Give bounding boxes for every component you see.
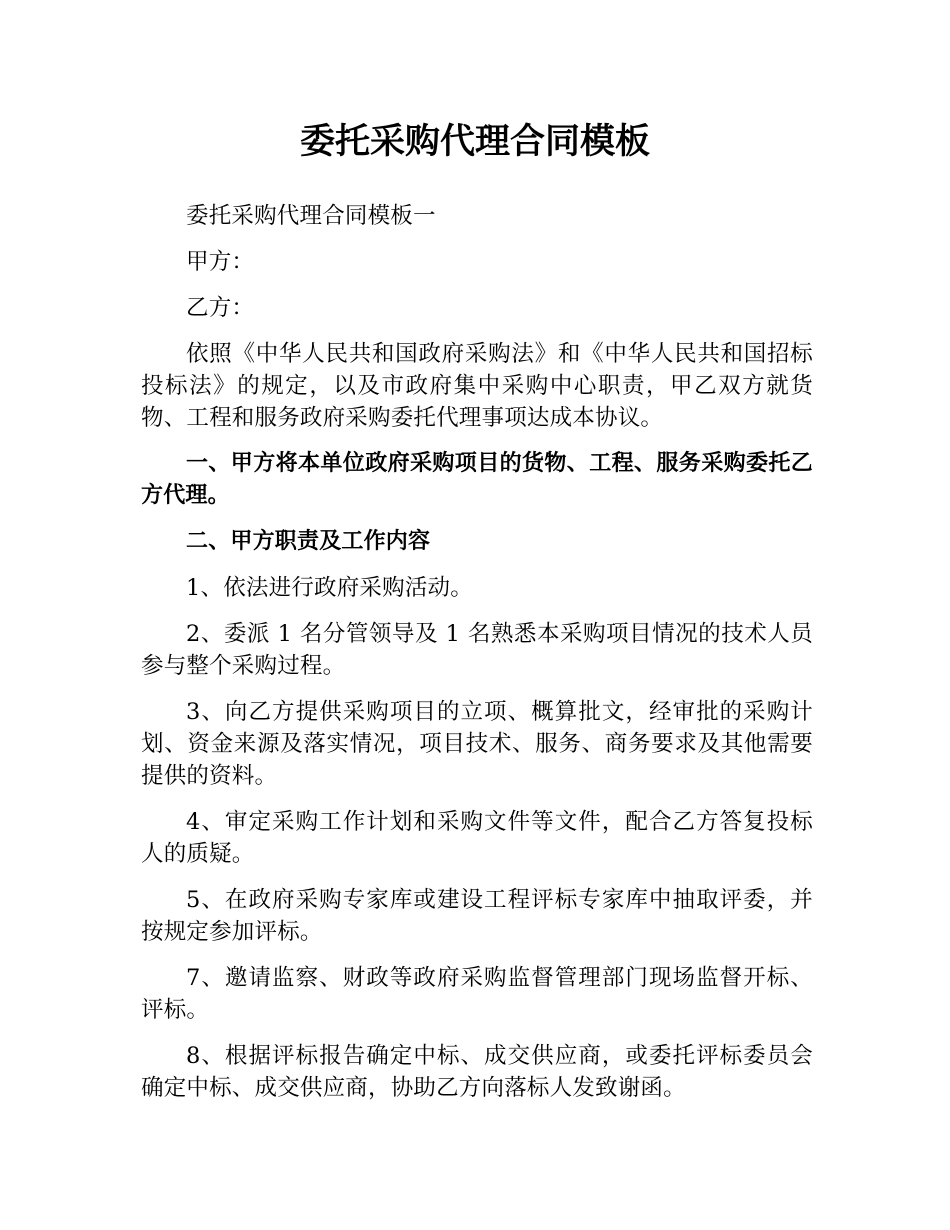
clause-item-2: 2、委派 1 名分管领导及 1 名熟悉本采购项目情况的技术人员参与整个采购过程。: [141, 621, 813, 679]
paragraph-party-a: 甲方：: [186, 249, 255, 275]
section-heading-1: 一、甲方将本单位政府采购项目的货物、工程、服务采购委托乙方代理。: [141, 451, 813, 508]
clause-item-1: 1、依法进行政府采购活动。: [186, 575, 473, 601]
paragraph-party-b: 乙方：: [186, 295, 255, 321]
clause-item-7: 7、邀请监察、财政等政府采购监督管理部门现场监督开标、评标。: [141, 965, 813, 1023]
clause-item-3: 3、向乙方提供采购项目的立项、概算批文，经审批的采购计划、资金来源及落实情况，项目技术、服务、商务要求及其他需要提供的资料。: [141, 699, 813, 789]
document-title: 委托采购代理合同模板: [299, 122, 650, 162]
document-body: [141, 200, 813, 1118]
clause-item-5: 5、在政府采购专家库或建设工程评标专家库中抽取评委，并按规定参加评标。: [141, 887, 813, 945]
clause-item-8: 8、根据评标报告确定中标、成交供应商，或委托评标委员会确定中标、成交供应商，协助乙方向落标人发致谢函。: [141, 1043, 813, 1101]
clause-item-4: 4、审定采购工作计划和采购文件等文件，配合乙方答复投标人的质疑。: [141, 809, 813, 867]
paragraph-template-heading: 委托采购代理合同模板一: [186, 203, 436, 229]
paragraph-preamble: 依照《中华人民共和国政府采购法》和《中华人民共和国招标投标法》的规定，以及市政府集中采购中心职责，甲乙双方就货物、工程和服务政府采购委托代理事项达成本协议。: [141, 341, 813, 431]
section-heading-2: 二、甲方职责及工作内容: [186, 529, 431, 554]
